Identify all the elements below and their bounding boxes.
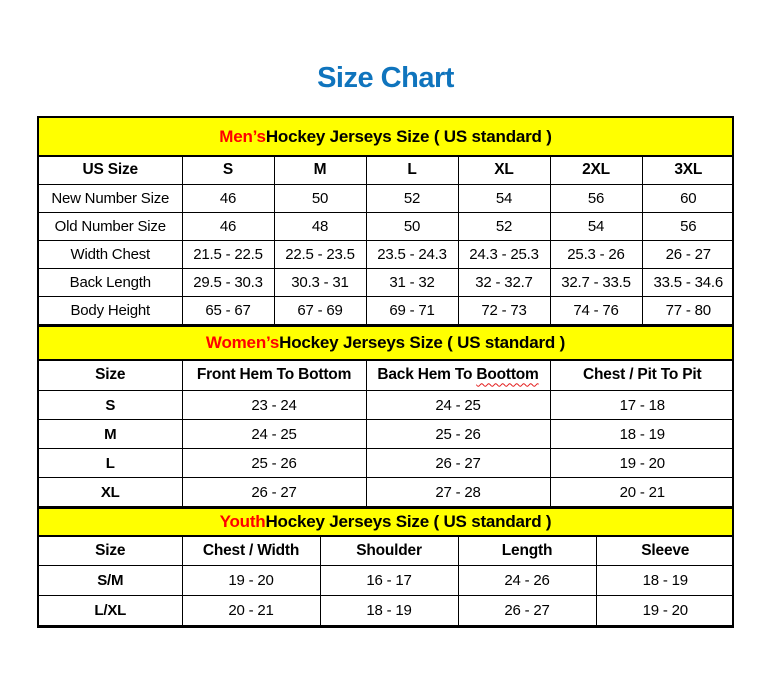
size-value-cell: 18 - 19 [596,565,734,595]
size-value-cell: 18 - 19 [550,420,734,449]
band-text: Hockey Jerseys Size ( US standard ) [265,512,552,531]
size-value-cell: 17 - 18 [550,391,734,420]
size-value-cell: 26 - 27 [642,240,734,268]
size-value-cell: 50 [366,212,458,240]
size-value-cell: 46 [182,212,274,240]
size-value-cell: 52 [366,184,458,212]
size-value-cell: 56 [550,184,642,212]
size-value-cell: 32.7 - 33.5 [550,268,642,296]
column-header: M [274,157,366,184]
size-value-cell: 52 [458,212,550,240]
size-value-cell: 72 - 73 [458,296,550,324]
band-highlight: Men’s [219,126,266,146]
column-header: XL [458,157,550,184]
table-row [39,565,734,595]
section-band-youth [39,507,732,537]
table-row [39,268,734,296]
table-row [39,296,734,324]
table-row [39,478,734,507]
band-highlight: Women’s [205,332,280,352]
size-value-cell: 60 [642,184,734,212]
column-header: Shoulder [320,537,458,565]
row-label: Body Height [39,296,182,324]
size-value-cell: 48 [274,212,366,240]
size-value-cell: 18 - 19 [320,595,458,625]
row-label: M [39,420,182,449]
section-band-mens [39,118,732,157]
column-header: 3XL [642,157,734,184]
size-value-cell: 24 - 26 [458,565,596,595]
size-value-cell: 23.5 - 24.3 [366,240,458,268]
row-label: S/M [39,565,182,595]
table-row [39,184,734,212]
size-value-cell: 69 - 71 [366,296,458,324]
page-title: Size Chart [317,62,454,94]
size-value-cell: 16 - 17 [320,565,458,595]
size-value-cell: 23 - 24 [182,391,366,420]
header-row [39,361,734,391]
size-value-cell: 30.3 - 31 [274,268,366,296]
size-value-cell: 32 - 32.7 [458,268,550,296]
size-value-cell: 20 - 21 [182,595,320,625]
header-row [39,537,734,565]
band-highlight: Youth [219,512,266,531]
size-value-cell: 27 - 28 [366,478,550,507]
size-value-cell: 24 - 25 [182,420,366,449]
column-header: Chest / Pit To Pit [550,361,734,391]
womens-size-table [39,361,734,508]
size-value-cell: 26 - 27 [366,449,550,478]
size-value-cell: 74 - 76 [550,296,642,324]
size-chart [37,116,734,628]
youth-size-table [39,537,734,626]
column-header: Front Hem To Bottom [182,361,366,391]
misspelled-word: Boottom [476,366,539,384]
size-value-cell: 20 - 21 [550,478,734,507]
table-row [39,391,734,420]
band-text: Hockey Jerseys Size ( US standard ) [265,126,552,146]
size-value-cell: 25 - 26 [366,420,550,449]
size-value-cell: 67 - 69 [274,296,366,324]
size-value-cell: 21.5 - 22.5 [182,240,274,268]
row-label: XL [39,478,182,507]
column-header: US Size [39,157,182,184]
column-header: Sleeve [596,537,734,565]
section-band-womens [39,325,732,361]
size-value-cell: 24.3 - 25.3 [458,240,550,268]
row-label: S [39,391,182,420]
size-value-cell: 46 [182,184,274,212]
row-label: New Number Size [39,184,182,212]
size-value-cell: 19 - 20 [550,449,734,478]
size-value-cell: 19 - 20 [182,565,320,595]
size-value-cell: 26 - 27 [182,478,366,507]
size-value-cell: 26 - 27 [458,595,596,625]
size-value-cell: 54 [458,184,550,212]
size-value-cell: 56 [642,212,734,240]
row-label: Width Chest [39,240,182,268]
size-value-cell: 19 - 20 [596,595,734,625]
table-row [39,212,734,240]
size-value-cell: 50 [274,184,366,212]
size-value-cell: 54 [550,212,642,240]
mens-size-table [39,157,734,325]
column-header: Size [39,361,182,391]
row-label: L/XL [39,595,182,625]
column-header [366,361,550,391]
size-value-cell: 31 - 32 [366,268,458,296]
header-row [39,157,734,184]
column-header: S [182,157,274,184]
table-row [39,449,734,478]
size-value-cell: 25.3 - 26 [550,240,642,268]
column-header: 2XL [550,157,642,184]
column-header: L [366,157,458,184]
size-value-cell: 22.5 - 23.5 [274,240,366,268]
size-value-cell: 25 - 26 [182,449,366,478]
band-text: Hockey Jerseys Size ( US standard ) [279,332,566,352]
table-row [39,240,734,268]
column-header-text: Back Hem To [377,366,477,384]
size-value-cell: 77 - 80 [642,296,734,324]
column-header: Size [39,537,182,565]
row-label: Back Length [39,268,182,296]
row-label: L [39,449,182,478]
size-value-cell: 24 - 25 [366,391,550,420]
row-label: Old Number Size [39,212,182,240]
size-value-cell: 33.5 - 34.6 [642,268,734,296]
table-row [39,420,734,449]
size-value-cell: 65 - 67 [182,296,274,324]
column-header: Length [458,537,596,565]
table-row [39,595,734,625]
size-value-cell: 29.5 - 30.3 [182,268,274,296]
column-header: Chest / Width [182,537,320,565]
